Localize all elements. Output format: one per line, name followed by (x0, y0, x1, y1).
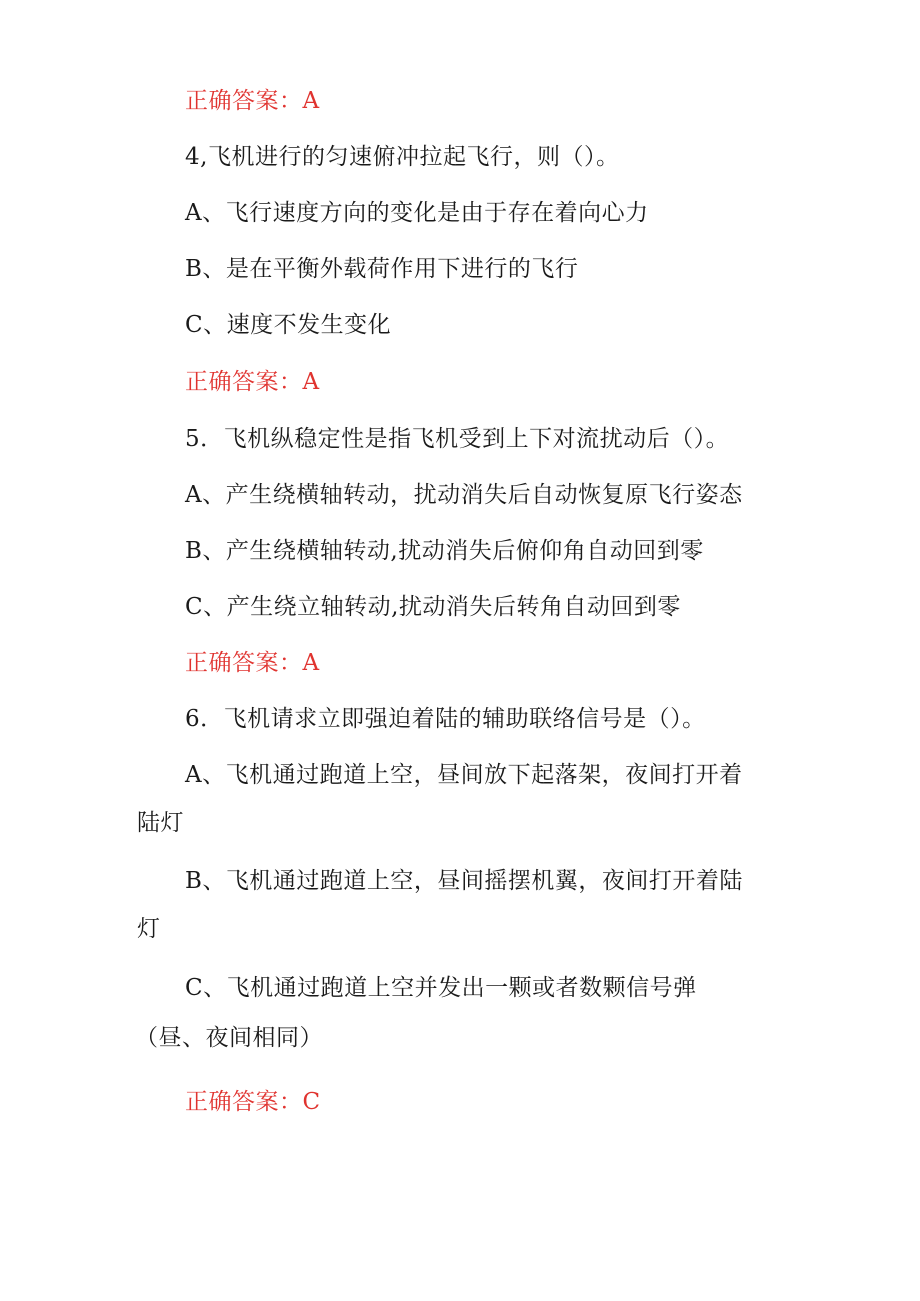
question-4-option-a: A、飞行速度方向的变化是由于存在着向心力 (185, 200, 649, 226)
question-4-stem: 4,飞机进行的匀速俯冲拉起飞行，则（）。 (185, 144, 620, 170)
question-6-option-b-line2: 灯 (137, 916, 161, 942)
question-5-answer: 正确答案：A (185, 650, 320, 676)
question-6-stem: 6．飞机请求立即强迫着陆的辅助联络信号是（）。 (185, 706, 706, 732)
answer-line: 正确答案：A (185, 88, 320, 114)
question-6-option-b-line1: B、飞机通过跑道上空，昼间摇摆机翼，夜间打开着陆 (185, 868, 743, 894)
question-6-option-a-line2: 陆灯 (137, 810, 184, 836)
question-6-option-a-line1: A、飞机通过跑道上空，昼间放下起落架，夜间打开着 (185, 762, 743, 788)
question-4-option-c: C、速度不发生变化 (185, 312, 392, 338)
question-6-option-c-line2: （昼、夜间相同） (135, 1025, 323, 1051)
question-5-option-a: A、产生绕横轴转动，扰动消失后自动恢复原飞行姿态 (185, 482, 743, 508)
question-4-answer: 正确答案：A (185, 369, 320, 395)
question-5-option-c: C、产生绕立轴转动,扰动消失后转角自动回到零 (185, 594, 681, 620)
question-4-option-b: B、是在平衡外载荷作用下进行的飞行 (185, 256, 579, 282)
question-5-option-b: B、产生绕横轴转动,扰动消失后俯仰角自动回到零 (185, 538, 704, 564)
question-6-answer: 正确答案：C (185, 1089, 321, 1115)
question-5-stem: 5．飞机纵稳定性是指飞机受到上下对流扰动后（）。 (185, 426, 730, 452)
question-6-option-c-line1: C、飞机通过跑道上空并发出一颗或者数颗信号弹 (185, 975, 697, 1001)
